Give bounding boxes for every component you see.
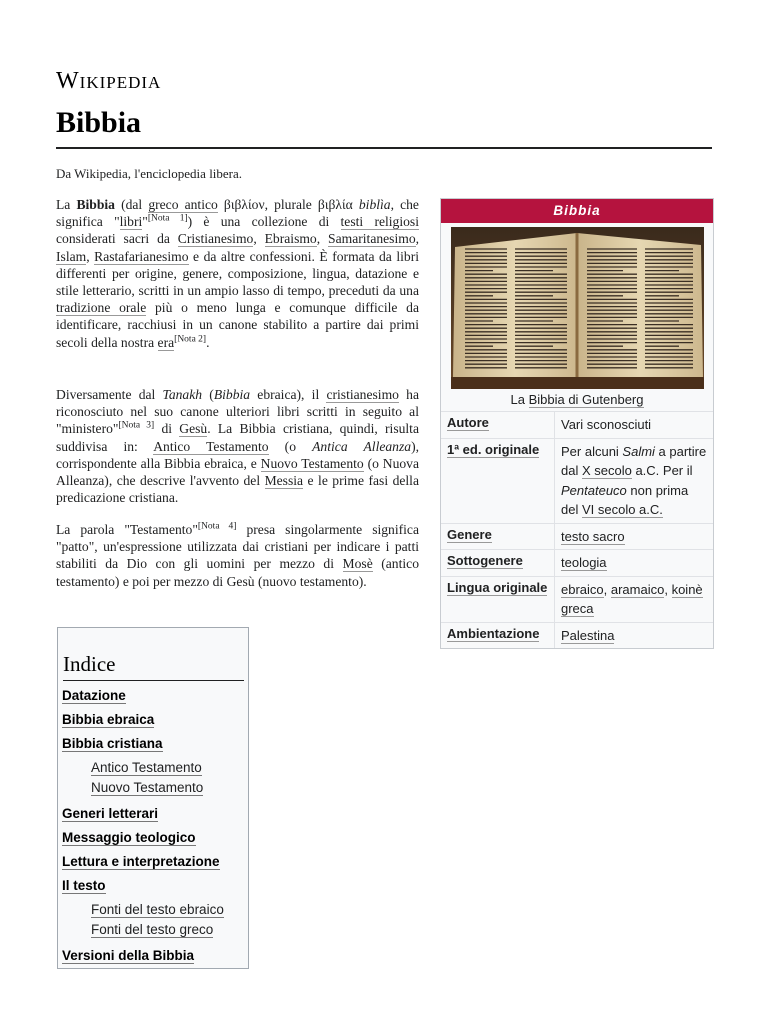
text-run: , che significa " [56,197,419,230]
inline-link[interactable]: ebraico [561,581,604,597]
text-run: . La Bibbia cristiana, quindi, risulta suddivisa in: [56,421,419,454]
text-run: a partire dal [561,443,707,478]
text-run: (o [268,438,313,454]
infobox-label [441,550,554,576]
inline-link[interactable]: Palestina [561,627,615,643]
inline-link[interactable]: cristianesimo [326,387,399,402]
inline-link[interactable]: libri [119,214,143,230]
text-run: biblìa [358,197,391,212]
gutenberg-bible-image[interactable] [451,227,704,389]
text-run: Tanakh [162,387,203,402]
toc-item-label: Il testo [62,878,106,893]
text-run: (o Nuova Alleanza), che descrive l'avvento del [56,455,420,489]
infobox-label [441,577,554,622]
wikipedia-wordmark[interactable]: Wikipedia [56,68,162,94]
toc-item[interactable] [62,854,220,869]
toc-item[interactable] [62,688,126,703]
text-run: (dal [114,197,149,212]
inline-link[interactable]: Samaritanesimo [328,231,416,247]
infobox [440,198,714,649]
footnote-link[interactable]: [Nota 3] [118,420,155,431]
infobox-label-link[interactable]: Ambientazione [447,625,540,641]
text-run: , [253,231,265,247]
text-run: Pentateuco [561,482,627,498]
infobox-caption [441,389,713,411]
infobox-row [441,622,713,649]
intro-paragraph-2 [56,386,419,506]
inline-link[interactable]: aramaico [610,581,665,597]
toc-item[interactable] [62,830,196,845]
toc-item-label: Bibbia cristiana [62,736,163,751]
inline-link[interactable]: VI secolo a.C. [581,502,663,517]
inline-link[interactable]: Nuovo Testamento [260,455,364,471]
infobox-label [441,623,554,649]
infobox-label-link[interactable]: Autore [447,415,489,430]
inline-link[interactable]: Ebraismo [264,231,317,247]
text-run: di [154,421,180,437]
infobox-label-link[interactable]: 1ª ed. originale [447,441,540,457]
toc-item-label: Versioni della Bibbia [62,948,195,963]
text-run: presa singolarmente significa "patto", un'espressione utilizzata dai cristiani per indicare i patti stabiliti da Dio con gli uomini per mezzo di [56,522,419,572]
toc-item[interactable] [91,902,224,917]
inline-link[interactable]: Antico Testamento [153,438,269,454]
text-run: , [86,248,95,264]
toc-item-label: Fonti del testo ebraico [91,902,224,917]
caption-link[interactable]: Bibbia di Gutenberg [528,392,644,407]
toc-title: Indice [63,652,116,676]
toc-item-label: Nuovo Testamento [91,780,204,795]
text-run: ha riconosciuto nel suo canone ulteriori libri scritti in seguito al "ministero" [56,387,419,437]
toc-item-label: Antico Testamento [91,760,202,775]
caption-prefix: La [510,392,529,407]
inline-link[interactable]: Cristianesimo [177,231,254,247]
inline-link[interactable]: teologia [561,555,607,570]
title-divider [56,147,712,149]
infobox-value [554,577,713,622]
book-illustration [451,227,704,389]
inline-link[interactable]: testi religiosi [340,214,419,230]
table-of-contents [57,627,249,969]
page-tagline: Da Wikipedia, l'enciclopedia libera. [56,166,243,181]
intro-paragraph-1 [56,196,419,351]
inline-link[interactable]: testo sacro [561,528,625,544]
text-run: ) è una collezione di [187,214,341,230]
footnote-link[interactable]: [Nota 2] [174,334,207,345]
infobox-value [554,439,713,523]
infobox-title: Bibbia [441,199,713,223]
toc-item-label: Bibbia ebraica [62,712,155,727]
infobox-value [554,623,713,649]
toc-item-label: Lettura e interpretazione [62,854,220,869]
infobox-label [441,439,554,523]
toc-item[interactable] [62,948,194,963]
infobox-label [441,412,554,438]
text-run: a.C. Per il [631,463,693,478]
infobox-row [441,576,713,622]
inline-link[interactable]: era [157,334,175,350]
text-run: , [316,231,329,247]
infobox-table [441,411,713,648]
toc-item[interactable] [91,922,213,937]
text-run: Bibbia [213,387,251,402]
text-run: Bibbia [76,197,115,212]
toc-item[interactable] [62,712,154,727]
inline-link[interactable]: Mosè [342,556,373,572]
infobox-row [441,523,713,550]
toc-item[interactable] [91,780,203,795]
text-run: , [664,581,672,597]
footnote-link[interactable]: [Nota 4] [197,521,237,532]
text-run: più o meno lunga e comunque difficile da identificare, racchiusi in un canone stabilito a partire dai primi secoli della nostra [56,300,419,350]
infobox-row [441,438,713,523]
text-run: ebraica), il [250,387,327,402]
inline-link[interactable]: X secolo [581,463,632,478]
text-run: Diversamente dal [56,387,163,402]
text-run: Vari sconosciuti [561,417,652,432]
text-run: (antico testamento) e poi per mezzo di Gesù (nuovo testamento). [56,556,419,589]
text-run: βιβλίον, plurale βιβλία [217,197,359,212]
infobox-label-link[interactable]: Lingua originale [447,579,548,595]
toc-item-label: Datazione [62,688,126,703]
text-run: considerati sacri da [56,231,178,247]
inline-link[interactable]: Rastafarianesimo [94,248,189,264]
toc-item-label: Fonti del testo greco [91,922,214,937]
infobox-row [441,549,713,576]
intro-paragraph-3 [56,521,419,590]
text-run: ), corrispondente alla Bibbia ebraica, e [56,438,419,471]
text-run: ( [202,387,214,402]
infobox-value [554,412,713,438]
text-run: e da altre confessioni. È formata da libri differenti per origine, genere, composizione, lingua, datazione e stile letterario, scritti in un ampio lasso di tempo, preceduti da una [56,248,419,299]
infobox-label-link[interactable]: Genere [447,526,492,542]
infobox-label-link[interactable]: Sottogenere [447,553,523,568]
infobox-row [441,411,713,438]
toc-item-label: Messaggio teologico [62,830,196,845]
page-title: Bibbia [56,106,142,139]
text-run: . [206,334,210,350]
toc-item[interactable] [62,878,106,893]
text-run: La parola "Testamento" [56,522,198,537]
infobox-value [554,550,713,576]
text-run: Salmi [622,443,655,459]
inline-link[interactable]: tradizione orale [56,300,147,316]
toc-item[interactable] [91,760,202,775]
text-run: , [415,231,420,247]
toc-divider [63,680,244,681]
inline-link[interactable]: Gesù [179,421,208,437]
text-run: Antica Alleanza [312,438,412,454]
text-run: non prima del [561,482,689,517]
infobox-value [554,524,713,550]
inline-link[interactable]: koinè greca [561,581,703,616]
infobox-label [441,524,554,550]
text-run: La [56,197,77,212]
inline-link[interactable]: greco antico [148,197,218,212]
inline-link[interactable]: Messia [264,473,304,489]
inline-link[interactable]: Islam [56,248,87,264]
toc-item[interactable] [62,806,158,821]
text-run: , [603,581,611,597]
text-run: " [142,214,148,230]
toc-item-label: Generi letterari [62,806,159,821]
toc-item[interactable] [62,736,163,751]
footnote-link[interactable]: [Nota 1] [147,213,188,224]
text-run: e le prime fasi della predicazione cristiana. [56,473,419,506]
text-run: Per alcuni [561,443,623,459]
